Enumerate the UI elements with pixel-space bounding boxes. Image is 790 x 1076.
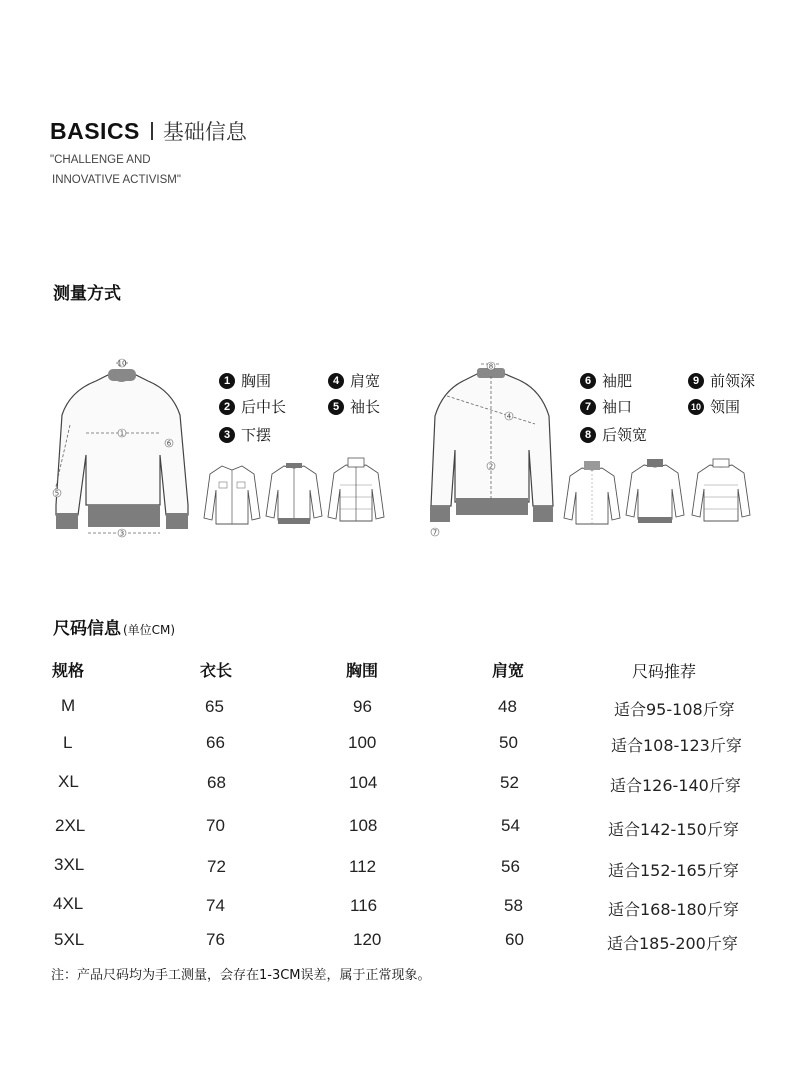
table-row-3xl-recommend: 适合152-165斤穿 — [608, 861, 739, 880]
puffer-thumbnail — [326, 455, 386, 535]
table-row-5xl-chest: 120 — [353, 930, 382, 949]
back-bomber-thumbnail — [624, 455, 686, 535]
back-right-cuff — [533, 506, 553, 522]
back-puffer-thumbnail — [690, 455, 752, 535]
legend-item-8 — [580, 424, 647, 445]
size-table — [0, 656, 790, 956]
table-row-5xl-recommend: 适合185-200斤穿 — [607, 934, 738, 953]
table-row-xl-size: XL — [58, 772, 79, 791]
legend-number-4: 4 — [328, 373, 344, 389]
legend-label-8: 后领宽 — [602, 426, 648, 444]
table-row-2xl-recommend: 适合142-150斤穿 — [608, 820, 739, 839]
table-row-4xl-size: 4XL — [53, 894, 84, 913]
legend-number-6: 6 — [580, 373, 596, 389]
table-row-3xl-length: 72 — [207, 857, 226, 876]
table-row-m-size: M — [61, 696, 76, 715]
legend-item-1 — [219, 370, 271, 391]
table-row-4xl-recommend: 适合168-180斤穿 — [608, 900, 739, 919]
brand-name: BASICS — [50, 117, 140, 144]
table-row-5xl-size: 5XL — [54, 930, 85, 949]
back-jacket-diagram — [425, 360, 557, 540]
brand-subtitle: 基础信息 — [162, 120, 247, 144]
svg-text:6: 6 — [166, 439, 172, 448]
table-row-2xl-size: 2XL — [55, 816, 86, 835]
table-row-2xl-chest: 108 — [349, 816, 378, 835]
table-row-l-length: 66 — [206, 733, 225, 752]
table-row-4xl-shoulder: 58 — [504, 896, 523, 915]
table-row-m-shoulder: 48 — [498, 697, 517, 716]
legend-label-3: 下摆 — [241, 426, 272, 444]
table-row-l-recommend: 适合108-123斤穿 — [611, 736, 742, 755]
legend-label-1: 胸围 — [241, 372, 272, 390]
slogan-line-2: INNOVATIVE ACTIVISM" — [52, 174, 181, 186]
legend-item-9 — [688, 370, 755, 391]
table-row-m-recommend: 适合95-108斤穿 — [614, 700, 735, 719]
table-row-l-chest: 100 — [348, 733, 377, 752]
svg-text:8: 8 — [488, 362, 494, 371]
left-cuff-rib — [56, 513, 78, 529]
brand-slogan — [50, 150, 181, 190]
table-row-2xl-shoulder: 54 — [501, 816, 520, 835]
table-row-5xl-length: 76 — [206, 930, 225, 949]
legend-item-2 — [219, 396, 286, 417]
legend-label-4: 肩宽 — [350, 372, 381, 390]
legend-label-9: 前领深 — [710, 372, 756, 390]
back-hem-rib — [456, 498, 528, 515]
table-row-3xl-size: 3XL — [54, 855, 85, 874]
brand-divider — [151, 122, 153, 140]
table-row-m-length: 65 — [205, 697, 224, 716]
svg-text:5: 5 — [54, 489, 60, 498]
legend-number-8: 8 — [580, 427, 596, 443]
bomber-thumbnail — [264, 460, 324, 535]
collar-rib — [108, 369, 136, 381]
legend-item-3 — [219, 424, 271, 445]
size-title — [53, 614, 175, 639]
legend-number-1: 1 — [219, 373, 235, 389]
brand-header — [50, 116, 247, 146]
svg-text:4: 4 — [506, 412, 512, 421]
size-unit: (单位CM) — [123, 623, 176, 637]
legend-label-10: 领围 — [710, 398, 741, 416]
table-row-xl-shoulder: 52 — [500, 773, 519, 792]
shirt-thumbnail — [202, 460, 262, 535]
back-shirt-thumbnail — [562, 458, 622, 535]
table-row-xl-recommend: 适合126-140斤穿 — [610, 776, 741, 795]
legend-item-7 — [580, 396, 632, 417]
legend-number-2: 2 — [219, 399, 235, 415]
legend-label-2: 后中长 — [241, 398, 287, 416]
hem-rib — [88, 505, 160, 527]
header-spec: 规格 — [52, 661, 85, 680]
legend-item-4 — [328, 370, 380, 391]
table-row-3xl-shoulder: 56 — [501, 857, 520, 876]
right-cuff-rib — [166, 513, 188, 529]
back-left-cuff — [430, 506, 450, 522]
svg-text:10: 10 — [117, 359, 127, 368]
svg-text:3: 3 — [119, 529, 125, 538]
table-row-4xl-length: 74 — [206, 896, 225, 915]
slogan-line-1: "CHALLENGE AND — [50, 154, 151, 166]
legend-number-3: 3 — [219, 427, 235, 443]
header-shoulder: 肩宽 — [492, 661, 525, 680]
measurement-note: 注：产品尺码均为手工测量，会存在1-3CM误差，属于正常现象。 — [51, 968, 431, 983]
legend-label-7: 袖口 — [602, 398, 633, 416]
measure-title: 测量方式 — [53, 284, 121, 304]
table-row-5xl-shoulder: 60 — [505, 930, 524, 949]
table-row-4xl-chest: 116 — [350, 896, 378, 915]
header-chest: 胸围 — [346, 661, 379, 680]
legend-number-7: 7 — [580, 399, 596, 415]
svg-text:1: 1 — [119, 429, 125, 438]
header-recommend: 尺码推荐 — [632, 662, 697, 681]
legend-item-10 — [688, 396, 740, 417]
size-title-text: 尺码信息 — [53, 619, 121, 639]
legend-item-5 — [328, 396, 380, 417]
table-row-3xl-chest: 112 — [349, 857, 377, 876]
table-row-xl-length: 68 — [207, 773, 226, 792]
table-row-2xl-length: 70 — [206, 816, 225, 835]
legend-number-9: 9 — [688, 373, 704, 389]
legend-label-6: 袖肥 — [602, 372, 633, 390]
table-row-m-chest: 96 — [353, 697, 372, 716]
front-sweater-diagram — [48, 355, 196, 540]
legend-number-5: 5 — [328, 399, 344, 415]
table-row-xl-chest: 104 — [349, 773, 378, 792]
svg-text:7: 7 — [432, 528, 438, 537]
svg-text:2: 2 — [488, 462, 494, 471]
legend-item-6 — [580, 370, 632, 391]
table-row-l-size: L — [63, 733, 73, 752]
header-length: 衣长 — [200, 661, 233, 680]
legend-number-10: 10 — [688, 399, 704, 415]
table-row-l-shoulder: 50 — [499, 733, 518, 752]
legend-label-5: 袖长 — [350, 398, 381, 416]
